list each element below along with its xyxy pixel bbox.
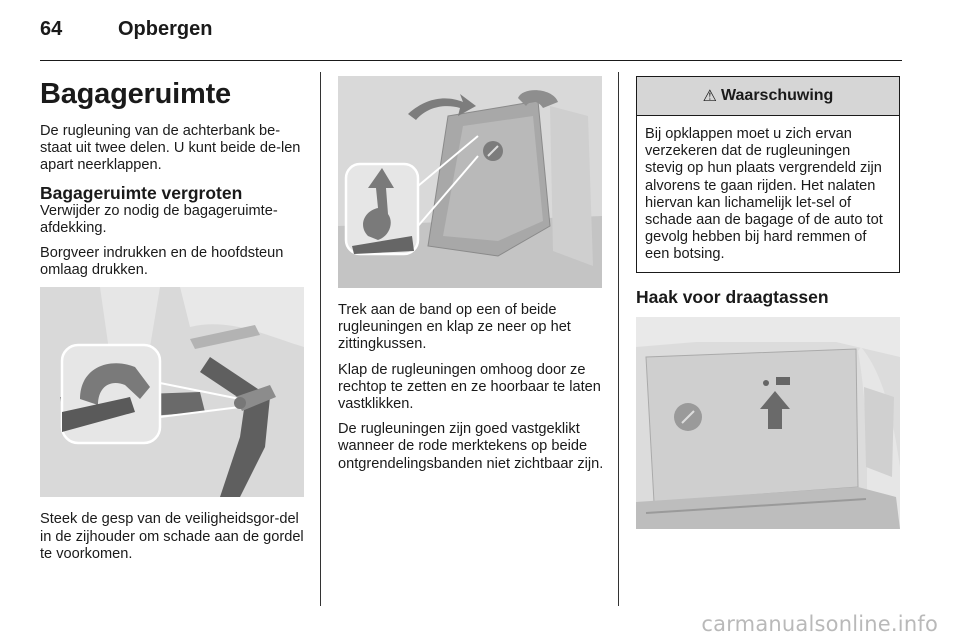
folding-backrest-illustration: [338, 76, 602, 288]
warning-triangle-icon: ⚠: [702, 88, 718, 105]
step-headrest: Borgveer indrukken en de hoofdsteun omlaag drukken.: [40, 245, 284, 279]
intro-paragraph: De rugleuning van de achterbank be-staat uit twee delen. U kunt beide de-len apart neerklappen.: [40, 123, 301, 174]
page-header: [40, 18, 902, 48]
step-remove-cover: Verwijder zo nodig de bagageruimte-afdekking.: [40, 202, 278, 236]
seatbelt-caption: Steek de gesp van de veiligheidsgor-del in de zijhouder om schade aan de gordel te voorkomen.: [40, 511, 304, 562]
column-middle: [338, 72, 604, 481]
warning-header: [637, 77, 899, 116]
column-left: [40, 72, 304, 571]
page-number: 64: [40, 18, 63, 40]
watermark: carmanualsonline.info: [701, 612, 938, 636]
column-right: [636, 72, 902, 529]
bag-hook-illustration: [636, 317, 900, 529]
chapter-title: Opbergen: [118, 18, 213, 40]
column-divider-1: [320, 72, 321, 606]
subheading-enlarge: Bagageruimte vergroten: [40, 182, 243, 203]
warning-title: Waarschuwing: [721, 87, 834, 104]
raise-backrest-paragraph: Klap de rugleuningen omhoog door ze rechtop te zetten en ze hoorbaar te laten vastklikken.: [338, 361, 601, 413]
locked-check-paragraph: De rugleuningen zijn goed vastgeklikt wanneer de rode merktekens op beide ontgrendelingsbanden niet zichtbaar zijn.: [338, 421, 604, 472]
seatbelt-holder-illustration: [40, 287, 304, 497]
pull-strap-paragraph: Trek aan de band op een of beide rugleuningen en klap ze neer op het zittingkussen.: [338, 302, 571, 353]
section-title: Bagageruimte: [40, 78, 231, 110]
warning-text: Bij opklappen moet u zich ervan verzekeren dat de rugleuningen stevig op hun plaats vergrendeld zijn alvorens te gaan rijden. Het nalaten hiervan kan lichamelijk let-sel of schade aan de bagage of de auto tot gevolg hebben bij hard remmen of een botsing.: [645, 126, 883, 263]
column-divider-2: [618, 72, 619, 606]
header-divider: [40, 60, 902, 61]
subheading-bag-hook: Haak voor draagtassen: [636, 286, 829, 307]
warning-box: [636, 76, 900, 273]
